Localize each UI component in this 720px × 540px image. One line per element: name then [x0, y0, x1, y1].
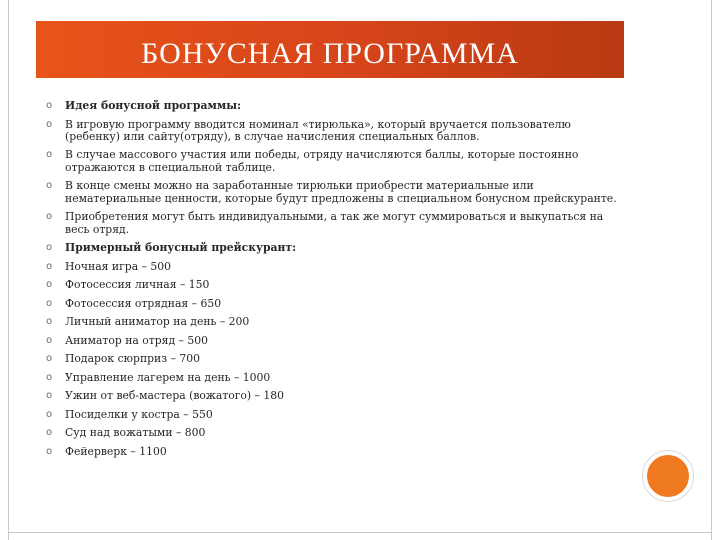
bullet-text: Фейерверк – 1100 [65, 444, 167, 458]
bullet-item [46, 298, 626, 310]
bullet-text: В случае массового участия или победы, отряду начисляются баллы, которые постоянно отражаются в специальной таблице. [65, 148, 579, 174]
bullet-text: Ужин от веб-мастера (вожатого) – 180 [65, 389, 284, 403]
slide-right-border [711, 0, 712, 540]
bullet-text: Посиделки у костра – 550 [65, 407, 213, 421]
bullet-marker-icon: o [46, 118, 53, 130]
bullet-text: Примерный бонусный прейскурант: [65, 241, 297, 255]
slide-bottom-border [8, 532, 712, 533]
bullet-item [46, 372, 626, 384]
slide-left-border [8, 0, 9, 540]
bullet-text: Подарок сюрприз – 700 [65, 352, 201, 366]
bullet-marker-icon: o [46, 279, 53, 291]
bullet-item [46, 427, 626, 439]
bullet-marker-icon: o [46, 100, 53, 111]
bullet-marker-icon: o [46, 334, 53, 346]
bullet-item [46, 279, 626, 291]
bullet-item [46, 335, 626, 347]
bullet-item [46, 211, 626, 236]
bullet-marker-icon: o [46, 149, 53, 161]
bullet-item [46, 261, 626, 273]
bullet-text: Фотосессия отрядная – 650 [65, 296, 222, 310]
bullet-text: Управление лагерем на день – 1000 [65, 370, 271, 384]
bullet-text: В конце смены можно на заработанные тирюльки приобрести материальные или нематериальные ценности, которые будут предложены в специальном бонусном прейскуранте. [65, 179, 617, 205]
bullet-marker-icon: o [46, 445, 53, 457]
bullet-item [46, 390, 626, 402]
bullet-marker-icon: o [46, 408, 53, 420]
bullet-marker-icon: o [46, 353, 53, 365]
bullet-marker-icon: o [46, 371, 53, 383]
bullet-text: Личный аниматор на день – 200 [65, 315, 250, 329]
bullet-item [46, 100, 626, 112]
bullet-list [46, 100, 626, 464]
bullet-item [46, 242, 626, 254]
bullet-text: Аниматор на отряд – 500 [65, 333, 209, 347]
bullet-marker-icon: o [46, 260, 53, 272]
bullet-text: Идея бонусной программы: [65, 99, 242, 112]
bullet-marker-icon: o [46, 316, 53, 328]
bullet-text: В игровую программу вводится номинал «тирюлька», который вручается пользователю (ребенку) или сайту(отряду), в случае начисления специальных баллов. [65, 117, 571, 143]
decorative-circle [643, 451, 693, 501]
bullet-marker-icon: o [46, 211, 53, 223]
bullet-text: Приобретения могут быть индивидуальными, а так же могут суммироваться и выкупаться на весь отряд. [65, 210, 604, 236]
bullet-item [46, 119, 626, 144]
bullet-item [46, 180, 626, 205]
bullet-marker-icon: o [46, 390, 53, 402]
bullet-text: Фотосессия личная – 150 [65, 278, 210, 292]
bullet-item [46, 353, 626, 365]
bullet-marker-icon: o [46, 180, 53, 192]
slide-title: БОНУСНАЯ ПРОГРАММА [141, 36, 519, 70]
bullet-item [46, 316, 626, 328]
bullet-text: Суд над вожатыми – 800 [65, 426, 206, 440]
bullet-item [46, 409, 626, 421]
bullet-item [46, 149, 626, 174]
bullet-marker-icon: o [46, 242, 53, 254]
bullet-item [46, 446, 626, 458]
title-bar [36, 21, 624, 78]
bullet-marker-icon: o [46, 297, 53, 309]
bullet-text: Ночная игра – 500 [65, 259, 172, 273]
bullet-marker-icon: o [46, 427, 53, 439]
